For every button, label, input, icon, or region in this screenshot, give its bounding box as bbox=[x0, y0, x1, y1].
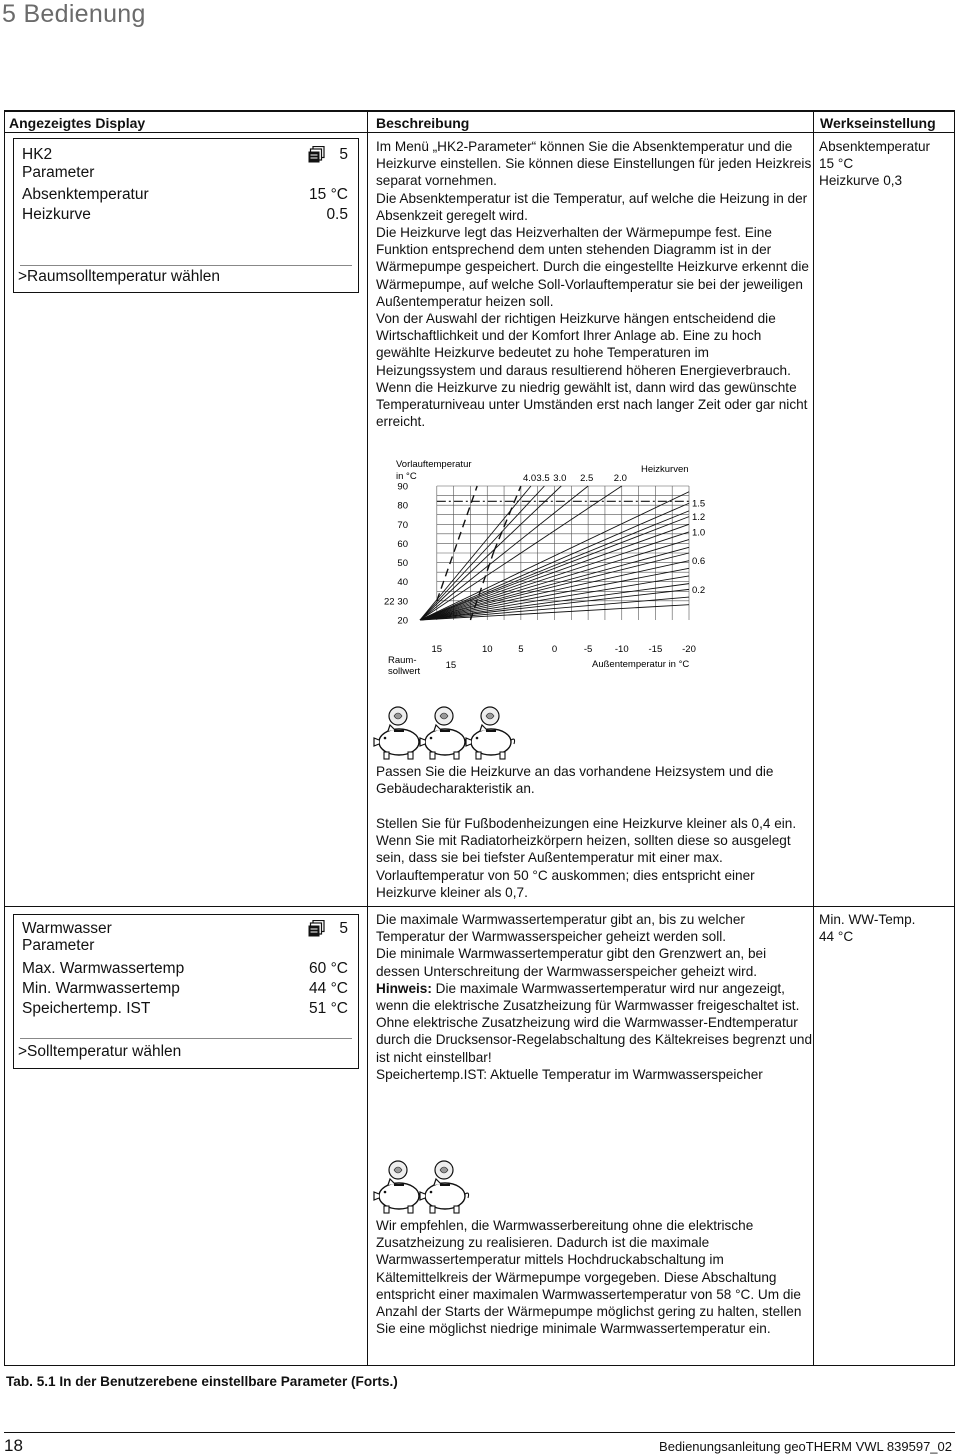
chart-y-tick: 20 bbox=[397, 615, 408, 627]
chart-y-tick: 50 bbox=[397, 558, 408, 570]
hk2-tip-2: Stellen Sie für Fußbodenheizungen eine Heizkurve kleiner als 0,4 ein. Wenn Sie mit Radiatorheizkörpern heizen, sollten diese so ausgelegt sein, dass sie bei tiefster Außentemperatur mit einer max. Vorlauftemperatur von 50 °C auskommen; dies entspricht einer Heizkurve kleiner als 0,7. bbox=[376, 816, 797, 900]
piggy-bank-icon bbox=[374, 1161, 423, 1213]
description-paragraph: Die minimale Warmwassertemperatur gibt den Grenzwert an, bei dessen Unterschreitung der Warmwasserspeicher geheizt wird. bbox=[376, 946, 767, 979]
display-row-value[interactable]: 44 °C bbox=[309, 980, 348, 997]
hinweis-text: Die maximale Warmwassertemperatur wird nur angezeigt, wenn die elektrische Zusatzheizung für Warmwasser freigeschaltet ist. Ohne elektrische Zusatzheizung wird die Warmwasser-Endtemperatur durch die Drucksensor-Regelabschaltung des Kältekreises begrenzt und ist nicht einstellbar! bbox=[376, 980, 813, 1065]
column-divider-2 bbox=[813, 110, 814, 1366]
piggy-bank-icon bbox=[374, 707, 423, 759]
description-paragraph: Speichertemp.IST: Aktuelle Temperatur im Warmwasserspeicher bbox=[376, 1066, 763, 1082]
description-hinweis bbox=[376, 980, 812, 1066]
display-row-label: Max. Warmwassertemp bbox=[22, 960, 185, 977]
warmwasser-display bbox=[13, 914, 359, 1069]
description-paragraph: Die Absenktemperatur ist die Temperatur, auf welche die Heizung in der Absenkzeit geregelt wird. bbox=[376, 190, 808, 223]
display-row-value[interactable]: 0.5 bbox=[326, 206, 348, 223]
display-separator bbox=[20, 265, 352, 266]
chart-x-tick: 15 bbox=[431, 644, 443, 655]
display-row-value[interactable]: 60 °C bbox=[309, 960, 348, 977]
chart-x-tick: -15 bbox=[648, 644, 663, 655]
display-row-value[interactable]: 15 °C bbox=[309, 186, 348, 203]
description-paragraph: Die maximale Warmwassertemperatur gibt an, bis zu welcher Temperatur der Warmwasserspeicher geheizt werden soll. bbox=[376, 912, 745, 945]
chart-y-tick: 40 bbox=[397, 577, 408, 589]
hk2-display bbox=[13, 138, 359, 293]
werk-line: 15 °C bbox=[819, 156, 854, 172]
werk-line: 44 °C bbox=[819, 929, 854, 945]
curve-label: 1.2 bbox=[692, 512, 706, 524]
chart-room-label: Raum- bbox=[388, 655, 417, 666]
footer-rule bbox=[4, 1432, 955, 1433]
chart-xlabel: Außentemperatur in °C bbox=[592, 659, 690, 670]
savings-pig-icons bbox=[372, 704, 532, 764]
curve-label: 1.5 bbox=[692, 498, 706, 510]
chart-y-tick: 60 bbox=[397, 538, 408, 550]
display-subtitle: Parameter bbox=[22, 164, 95, 181]
header-werkseinstellung: Werkseinstellung bbox=[820, 115, 936, 131]
heizkurven-chart bbox=[368, 450, 708, 685]
warmwasser-description bbox=[376, 911, 812, 1083]
chart-room-label: sollwert bbox=[388, 666, 421, 677]
warmwasser-tip: Wir empfehlen, die Warmwasserbereitung ohne die elektrische Zusatzheizung zu realisieren. Dadurch ist die maximale Warmwassertemperatur mittels Hochdruckabschaltung im Kältemittelkreis der Wärmepumpe vorgegeben. Diese Abschaltung entspricht einer maximalen Warmwassertemperatur von 58 °C. Um die Anzahl der Starts der Wärmepumpe möglichst gering zu halten, stellen Sie eine möglichst niedrige minimale Warmwassertemperatur ein. bbox=[376, 1218, 802, 1337]
curve-label: 0.2 bbox=[692, 584, 706, 596]
display-subtitle: Parameter bbox=[22, 937, 95, 954]
room-setpoint-label: 15 bbox=[445, 660, 457, 671]
column-divider-1 bbox=[367, 110, 368, 1366]
row-separator bbox=[4, 906, 955, 907]
table-bottom-rule bbox=[4, 1365, 955, 1366]
savings-pig-icons bbox=[372, 1158, 482, 1218]
curve-label: 1.0 bbox=[692, 527, 706, 539]
piggy-bank-icon bbox=[420, 707, 469, 759]
curve-label: 2.0 bbox=[613, 473, 627, 484]
section-title: 5 Bedienung bbox=[2, 0, 146, 28]
display-page-number: 5 bbox=[339, 920, 348, 937]
display-row-label: Speichertemp. IST bbox=[22, 1000, 151, 1017]
werk-line: Absenktemperatur bbox=[819, 139, 931, 154]
display-title: HK2 bbox=[22, 146, 53, 163]
hk2-tip-1: Passen Sie die Heizkurve an das vorhandene Heizsystem und die Gebäudecharakteristik an. bbox=[376, 764, 774, 797]
description-paragraph: Im Menü „HK2-Parameter“ können Sie die Absenktemperatur und die Heizkurve einstellen. Sie können diese Einstellungen für jeden Heizkreis separat vornehmen. bbox=[376, 139, 812, 189]
display-title: Warmwasser bbox=[22, 920, 112, 937]
header-beschreibung: Beschreibung bbox=[376, 115, 470, 131]
room-setpoint-label: 22 bbox=[384, 596, 395, 608]
chart-y-tick: 30 bbox=[397, 596, 408, 608]
chart-y-tick: 90 bbox=[397, 481, 408, 493]
display-row-label: Absenktemperatur bbox=[22, 186, 149, 203]
werk-line: Min. WW-Temp. bbox=[819, 912, 916, 927]
description-paragraph: Von der Auswahl der richtigen Heizkurve hängen entscheidend die Wirtschaftlichkeit und der Komfort Ihrer Anlage ab. Eine zu hoch gewählte Heizkurve bedeutet zu hohe Temperaturen im Heizungssystem und daraus resultierend höheren Energieverbrauch. Wenn die Heizkurve zu niedrig gewählt ist, dann wird das gewünschte Temperaturniveau unter Umständen erst nach langer Zeit oder gar nicht erreicht. bbox=[376, 311, 808, 430]
description-paragraph: Die Heizkurve legt das Heizverhalten der Wärmepumpe fest. Eine Funktion entsprechend dem unten stehenden Diagramm ist in der Wärmepumpe gespeichert. Durch die eingestellte Heizkurve erkennt die Wärmepumpe, auf welche Soll-Vorlauftemperatur sie bei der jeweiligen Außentemperatur heizen soll. bbox=[376, 225, 809, 309]
werk-line: Heizkurve 0,3 bbox=[819, 173, 903, 189]
chart-ylabel-unit: in °C bbox=[396, 471, 417, 482]
curve-label: 3.5 bbox=[536, 473, 550, 484]
table-right-border bbox=[954, 110, 955, 1366]
table-left-border bbox=[4, 110, 5, 1366]
pages-icon bbox=[308, 920, 325, 937]
chart-x-tick: -20 bbox=[682, 644, 696, 655]
chart-x-tick: 5 bbox=[518, 644, 524, 655]
chart-ylabel: Vorlauftemperatur bbox=[396, 459, 472, 470]
piggy-bank-icon bbox=[420, 1161, 469, 1213]
chart-x-tick: 10 bbox=[481, 644, 493, 655]
chart-x-tick: 0 bbox=[551, 644, 558, 655]
hk2-description bbox=[376, 138, 812, 430]
chart-x-tick: -5 bbox=[583, 644, 593, 655]
pages-icon bbox=[308, 146, 325, 163]
document-title: Bedienungsanleitung geoTHERM VWL 839597_02 bbox=[659, 1439, 952, 1454]
curve-label: 2.5 bbox=[580, 473, 594, 484]
display-separator bbox=[20, 1038, 352, 1039]
display-row-value: 51 °C bbox=[309, 1000, 348, 1017]
hinweis-label: Hinweis: bbox=[376, 980, 432, 996]
curve-label: 0.6 bbox=[692, 556, 706, 568]
chart-y-tick: 80 bbox=[397, 500, 408, 512]
display-row-label: Heizkurve bbox=[22, 206, 91, 223]
chart-x-tick: -10 bbox=[614, 644, 629, 655]
display-footer[interactable]: >Raumsolltemperatur wählen bbox=[18, 268, 221, 285]
header-angezeigtes-display: Angezeigtes Display bbox=[9, 115, 146, 131]
page-number: 18 bbox=[4, 1436, 23, 1455]
warmwasser-werkseinstellung bbox=[819, 911, 915, 945]
display-page-number: 5 bbox=[339, 146, 348, 163]
hk2-werkseinstellung bbox=[819, 138, 930, 190]
display-row-label: Min. Warmwassertemp bbox=[22, 980, 180, 997]
display-footer[interactable]: >Solltemperatur wählen bbox=[18, 1043, 182, 1060]
chart-title: Heizkurven bbox=[641, 464, 689, 475]
curve-label: 3.0 bbox=[553, 473, 567, 484]
curve-label: 4.0 bbox=[522, 473, 537, 484]
table-caption: Tab. 5.1 In der Benutzerebene einstellbare Parameter (Forts.) bbox=[6, 1374, 398, 1389]
chart-y-tick: 70 bbox=[397, 519, 408, 531]
piggy-bank-icon bbox=[466, 707, 515, 759]
